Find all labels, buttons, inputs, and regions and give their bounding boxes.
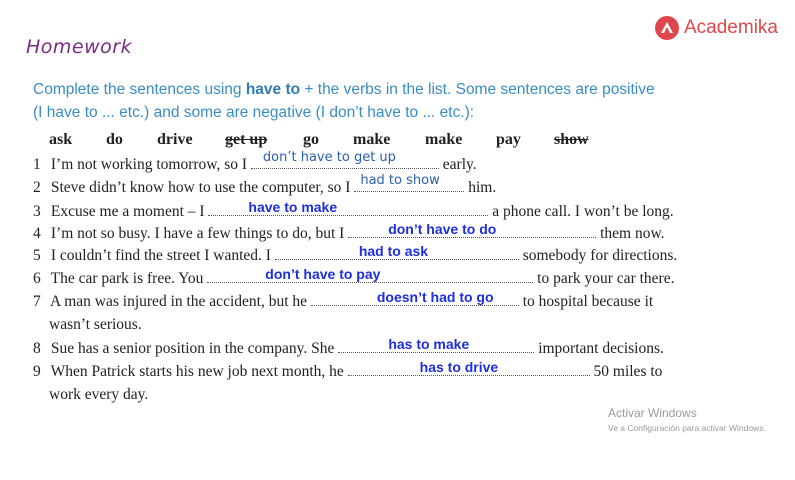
answer-blank[interactable] (338, 336, 534, 353)
sentence-number: 3 (33, 203, 41, 220)
sentence-text: When Patrick starts his new job next month, he (50, 363, 344, 380)
typed-answer: have to make (248, 199, 338, 215)
verb-get-up: get up (225, 131, 268, 148)
handwritten-answer: don’t have to get up (262, 150, 396, 165)
instructions-line-2: (I have to ... etc.) and some are negative (I don’t have to ... etc.): (33, 104, 475, 121)
homework-title: Homework (26, 36, 133, 58)
handwritten-answer: had to show (360, 173, 440, 188)
sentence-text: to hospital because it (522, 293, 654, 310)
sentence-9-continued: work every day. (49, 386, 149, 403)
instructions-line-1 (33, 81, 655, 99)
academika-logo-icon (655, 16, 679, 40)
activation-watermark-title: Activar Windows (608, 406, 697, 420)
sentence-text: I’m not so busy. I have a few things to do, but I (50, 225, 345, 242)
verb-do: do (106, 131, 123, 148)
verb-ask: ask (49, 131, 73, 148)
sentence-text: them now. (600, 225, 665, 242)
sentence-9 (33, 359, 663, 381)
sentence-number: 5 (33, 247, 41, 264)
sentence-text: The car park is free. You (50, 270, 204, 287)
academika-logo-text: Academika (684, 17, 778, 38)
sentence-number: 7 (33, 293, 41, 310)
typed-answer: has to make (388, 336, 470, 352)
sentence-5 (33, 243, 678, 265)
typed-answer: don’t have to pay (265, 266, 381, 282)
sentence-number: 4 (33, 225, 41, 242)
sentence-text: Steve didn’t know how to use the computer, so I (50, 179, 351, 196)
instructions-text: + the verbs in the list. Some sentences are positive (300, 81, 655, 98)
sentence-text: I couldn’t find the street I wanted. I (50, 247, 271, 264)
sentence-7-continued: wasn’t serious. (49, 316, 142, 333)
sentence-text: him. (468, 179, 497, 196)
sentence-4 (33, 221, 665, 243)
sentence-text: to park your car there. (537, 270, 675, 287)
answer-blank[interactable] (251, 150, 439, 169)
sentence-8 (33, 336, 664, 358)
answer-blank[interactable] (348, 359, 590, 376)
sentence-text: A man was injured in the accident, but he (50, 293, 307, 310)
answer-blank[interactable] (348, 221, 596, 238)
academika-logo (655, 16, 778, 40)
verb-make: make (353, 131, 391, 148)
typed-answer: had to ask (358, 243, 429, 259)
typed-answer: has to drive (419, 359, 499, 375)
answer-blank[interactable] (354, 173, 464, 192)
sentence-number: 8 (33, 340, 41, 357)
sentence-6 (33, 266, 675, 288)
verb-make: make (425, 131, 463, 148)
answer-blank[interactable] (207, 266, 533, 283)
sentence-3 (33, 199, 674, 221)
sentence-text: a phone call. I won’t be long. (492, 203, 674, 220)
answer-blank[interactable] (208, 199, 488, 216)
sentence-number: 1 (33, 156, 41, 173)
verb-pay: pay (496, 131, 521, 148)
instructions-bold: have to (245, 81, 301, 98)
answer-blank[interactable] (275, 243, 519, 260)
sentence-text: early. (442, 156, 477, 173)
verb-show: show (554, 131, 589, 148)
sentence-2 (33, 173, 497, 197)
answer-blank[interactable] (311, 289, 519, 306)
sentence-number: 2 (33, 179, 41, 196)
typed-answer: doesn’t had to go (376, 289, 494, 305)
sentence-number: 6 (33, 270, 41, 287)
sentence-text: somebody for directions. (522, 247, 678, 264)
sentence-text: I’m not working tomorrow, so I (50, 156, 248, 173)
sentence-text: Excuse me a moment – I (50, 203, 205, 220)
typed-answer: don’t have to do (388, 221, 497, 237)
verb-drive: drive (157, 131, 193, 148)
instructions-text: Complete the sentences using (33, 81, 246, 98)
sentence-1 (33, 150, 477, 174)
verb-go: go (303, 131, 319, 148)
sentence-text: 50 miles to (593, 363, 663, 380)
sentence-7 (33, 289, 654, 311)
sentence-text: important decisions. (538, 340, 664, 357)
activation-watermark-subtitle: Ve a Configuración para activar Windows. (608, 423, 766, 433)
sentence-number: 9 (33, 363, 41, 380)
sentence-text: Sue has a senior position in the company. She (50, 340, 335, 357)
